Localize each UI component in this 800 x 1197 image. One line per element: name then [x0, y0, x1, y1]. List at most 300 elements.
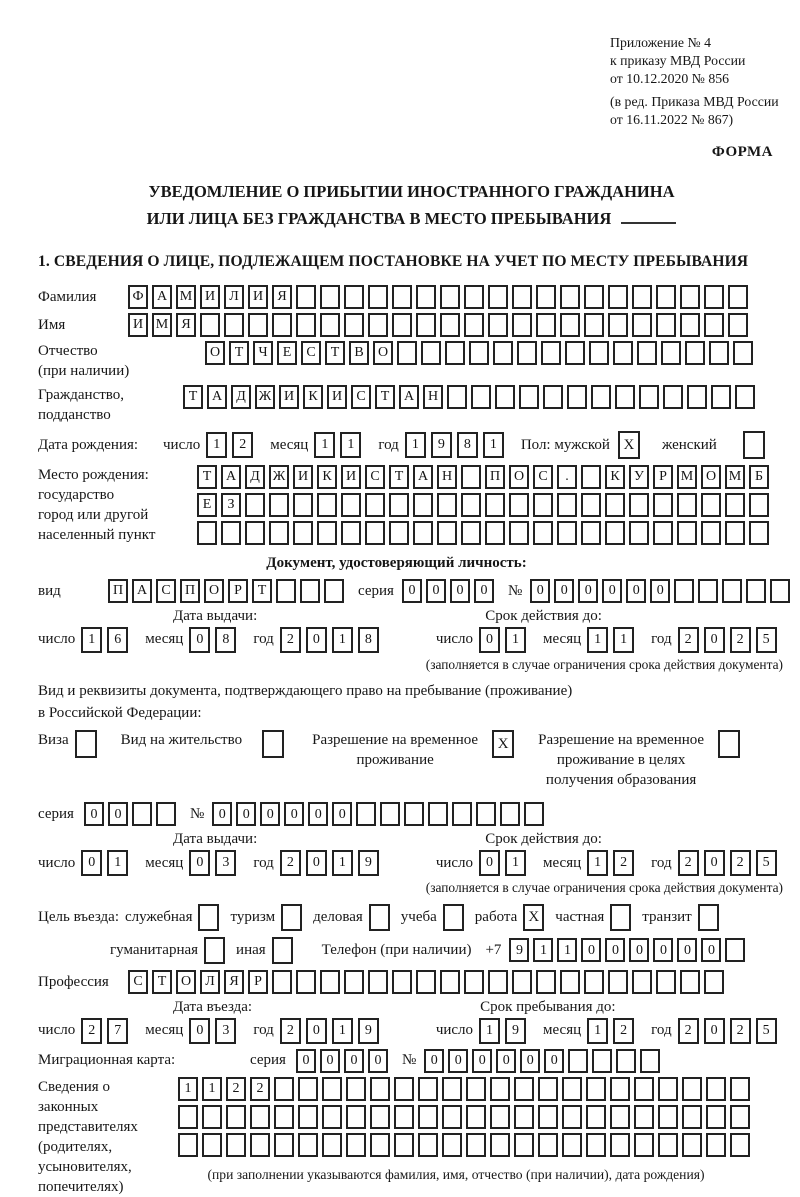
year-box[interactable]: 2 [730, 627, 751, 653]
year-box[interactable]: 1 [332, 627, 353, 653]
char-box[interactable]: Д [245, 465, 265, 489]
char-box[interactable]: 0 [308, 802, 328, 826]
char-box[interactable] [440, 285, 460, 309]
day-box[interactable]: 2 [81, 1018, 102, 1044]
char-box[interactable]: 0 [212, 802, 232, 826]
char-box[interactable]: 0 [296, 1049, 316, 1073]
char-box[interactable] [680, 313, 700, 337]
char-box[interactable]: Т [197, 465, 217, 489]
char-box[interactable] [341, 521, 361, 545]
char-box[interactable]: И [200, 285, 220, 309]
month-box[interactable]: 1 [340, 432, 361, 458]
char-box[interactable]: Я [272, 285, 292, 309]
char-box[interactable] [365, 521, 385, 545]
char-box[interactable] [514, 1105, 534, 1129]
day-box[interactable]: 9 [505, 1018, 526, 1044]
char-box[interactable] [674, 579, 694, 603]
char-box[interactable] [749, 493, 769, 517]
char-box[interactable] [581, 493, 601, 517]
char-box[interactable]: Л [224, 285, 244, 309]
char-box[interactable] [471, 385, 491, 409]
char-box[interactable] [298, 1105, 318, 1129]
char-box[interactable]: 0 [368, 1049, 388, 1073]
year-box[interactable]: 0 [306, 627, 327, 653]
char-box[interactable] [440, 313, 460, 337]
day-box[interactable]: 1 [505, 627, 526, 653]
char-box[interactable]: 0 [260, 802, 280, 826]
month-box[interactable]: 1 [587, 850, 608, 876]
char-box[interactable]: 0 [701, 938, 721, 962]
char-box[interactable] [584, 970, 604, 994]
day-box[interactable]: 2 [232, 432, 253, 458]
char-box[interactable] [293, 521, 313, 545]
year-box[interactable]: 2 [678, 1018, 699, 1044]
char-box[interactable] [629, 521, 649, 545]
char-box[interactable]: С [128, 970, 148, 994]
char-box[interactable] [488, 313, 508, 337]
char-box[interactable] [485, 521, 505, 545]
char-box[interactable] [493, 341, 513, 365]
char-box[interactable] [608, 285, 628, 309]
checkbox-sex-male[interactable]: X [618, 431, 640, 459]
char-box[interactable] [469, 341, 489, 365]
char-box[interactable]: С [351, 385, 371, 409]
year-box[interactable]: 1 [483, 432, 504, 458]
char-box[interactable]: 0 [520, 1049, 540, 1073]
char-box[interactable]: Т [252, 579, 272, 603]
char-box[interactable]: 0 [424, 1049, 444, 1073]
checkbox-purpose-private[interactable] [610, 904, 631, 931]
char-box[interactable]: 0 [496, 1049, 516, 1073]
checkbox-visa[interactable] [75, 730, 97, 758]
char-box[interactable] [725, 938, 745, 962]
char-box[interactable] [632, 285, 652, 309]
char-box[interactable] [701, 493, 721, 517]
checkbox-purpose-other[interactable] [272, 937, 293, 964]
char-box[interactable] [250, 1133, 270, 1157]
char-box[interactable] [226, 1105, 246, 1129]
char-box[interactable] [394, 1105, 414, 1129]
month-box[interactable]: 2 [613, 1018, 634, 1044]
char-box[interactable] [276, 579, 296, 603]
char-box[interactable]: О [373, 341, 393, 365]
char-box[interactable]: А [413, 465, 433, 489]
char-box[interactable] [653, 493, 673, 517]
char-box[interactable] [610, 1133, 630, 1157]
char-box[interactable] [413, 521, 433, 545]
char-box[interactable] [490, 1077, 510, 1101]
char-box[interactable]: М [152, 313, 172, 337]
char-box[interactable] [653, 521, 673, 545]
char-box[interactable] [466, 1105, 486, 1129]
char-box[interactable] [524, 802, 544, 826]
month-box[interactable]: 1 [587, 627, 608, 653]
char-box[interactable] [447, 385, 467, 409]
char-box[interactable] [370, 1077, 390, 1101]
day-box[interactable]: 1 [479, 1018, 500, 1044]
month-box[interactable]: 3 [215, 1018, 236, 1044]
char-box[interactable]: В [349, 341, 369, 365]
year-box[interactable]: 5 [756, 627, 777, 653]
char-box[interactable] [536, 970, 556, 994]
char-box[interactable] [346, 1133, 366, 1157]
char-box[interactable]: А [207, 385, 227, 409]
char-box[interactable] [615, 385, 635, 409]
char-box[interactable]: 0 [426, 579, 446, 603]
char-box[interactable] [514, 1133, 534, 1157]
char-box[interactable] [682, 1133, 702, 1157]
char-box[interactable] [416, 970, 436, 994]
char-box[interactable] [296, 313, 316, 337]
char-box[interactable]: С [301, 341, 321, 365]
char-box[interactable]: 0 [629, 938, 649, 962]
char-box[interactable] [442, 1077, 462, 1101]
checkbox-temp-residence[interactable]: X [492, 730, 514, 758]
char-box[interactable] [317, 493, 337, 517]
char-box[interactable] [586, 1133, 606, 1157]
char-box[interactable] [560, 313, 580, 337]
char-box[interactable] [464, 313, 484, 337]
char-box[interactable] [500, 802, 520, 826]
char-box[interactable]: 0 [344, 1049, 364, 1073]
char-box[interactable] [538, 1133, 558, 1157]
char-box[interactable]: Р [228, 579, 248, 603]
char-box[interactable] [730, 1105, 750, 1129]
char-box[interactable] [476, 802, 496, 826]
char-box[interactable]: А [132, 579, 152, 603]
char-box[interactable] [464, 970, 484, 994]
char-box[interactable]: 0 [602, 579, 622, 603]
char-box[interactable] [677, 493, 697, 517]
char-box[interactable] [437, 493, 457, 517]
char-box[interactable]: Ж [255, 385, 275, 409]
char-box[interactable] [538, 1105, 558, 1129]
char-box[interactable] [365, 493, 385, 517]
char-box[interactable] [658, 1077, 678, 1101]
char-box[interactable] [461, 493, 481, 517]
char-box[interactable]: 0 [450, 579, 470, 603]
char-box[interactable] [488, 285, 508, 309]
char-box[interactable] [637, 341, 657, 365]
char-box[interactable] [341, 493, 361, 517]
char-box[interactable]: 0 [284, 802, 304, 826]
char-box[interactable] [517, 341, 537, 365]
month-box[interactable]: 1 [314, 432, 335, 458]
char-box[interactable] [605, 493, 625, 517]
char-box[interactable] [368, 285, 388, 309]
char-box[interactable] [445, 341, 465, 365]
char-box[interactable]: Д [231, 385, 251, 409]
char-box[interactable] [730, 1077, 750, 1101]
char-box[interactable]: 0 [650, 579, 670, 603]
day-box[interactable]: 7 [107, 1018, 128, 1044]
char-box[interactable] [317, 521, 337, 545]
char-box[interactable] [512, 285, 532, 309]
char-box[interactable] [132, 802, 152, 826]
char-box[interactable]: С [533, 465, 553, 489]
char-box[interactable] [296, 285, 316, 309]
char-box[interactable] [722, 579, 742, 603]
year-box[interactable]: 2 [280, 1018, 301, 1044]
char-box[interactable]: Т [152, 970, 172, 994]
char-box[interactable] [733, 341, 753, 365]
char-box[interactable] [245, 521, 265, 545]
char-box[interactable]: Т [229, 341, 249, 365]
char-box[interactable] [634, 1105, 654, 1129]
char-box[interactable] [418, 1133, 438, 1157]
char-box[interactable]: А [221, 465, 241, 489]
char-box[interactable] [404, 802, 424, 826]
year-box[interactable]: 0 [306, 1018, 327, 1044]
char-box[interactable] [200, 313, 220, 337]
char-box[interactable] [509, 521, 529, 545]
year-box[interactable]: 2 [678, 627, 699, 653]
char-box[interactable] [677, 521, 697, 545]
char-box[interactable]: 0 [581, 938, 601, 962]
char-box[interactable]: Т [325, 341, 345, 365]
day-box[interactable]: 1 [107, 850, 128, 876]
char-box[interactable] [704, 313, 724, 337]
char-box[interactable] [533, 493, 553, 517]
checkbox-purpose-work[interactable]: X [523, 904, 544, 931]
char-box[interactable]: Т [389, 465, 409, 489]
char-box[interactable] [356, 802, 376, 826]
year-box[interactable]: 0 [306, 850, 327, 876]
char-box[interactable] [416, 313, 436, 337]
char-box[interactable]: 0 [236, 802, 256, 826]
year-box[interactable]: 8 [457, 432, 478, 458]
char-box[interactable] [514, 1077, 534, 1101]
char-box[interactable] [322, 1133, 342, 1157]
char-box[interactable]: 0 [108, 802, 128, 826]
year-box[interactable]: 0 [704, 627, 725, 653]
char-box[interactable] [728, 285, 748, 309]
char-box[interactable] [663, 385, 683, 409]
char-box[interactable]: М [677, 465, 697, 489]
char-box[interactable] [581, 521, 601, 545]
char-box[interactable] [698, 579, 718, 603]
char-box[interactable] [640, 1049, 660, 1073]
day-box[interactable]: 0 [81, 850, 102, 876]
char-box[interactable] [533, 521, 553, 545]
char-box[interactable] [274, 1105, 294, 1129]
char-box[interactable] [269, 493, 289, 517]
char-box[interactable] [293, 493, 313, 517]
year-box[interactable]: 2 [280, 850, 301, 876]
checkbox-purpose-humanitarian[interactable] [204, 937, 225, 964]
checkbox-sex-female[interactable] [743, 431, 765, 459]
char-box[interactable] [320, 313, 340, 337]
char-box[interactable] [464, 285, 484, 309]
char-box[interactable]: К [317, 465, 337, 489]
char-box[interactable]: И [341, 465, 361, 489]
char-box[interactable]: И [128, 313, 148, 337]
year-box[interactable]: 9 [431, 432, 452, 458]
char-box[interactable] [639, 385, 659, 409]
char-box[interactable] [543, 385, 563, 409]
char-box[interactable] [322, 1077, 342, 1101]
char-box[interactable] [248, 313, 268, 337]
char-box[interactable] [656, 970, 676, 994]
char-box[interactable]: П [108, 579, 128, 603]
char-box[interactable] [725, 493, 745, 517]
char-box[interactable]: 0 [653, 938, 673, 962]
char-box[interactable] [392, 285, 412, 309]
month-box[interactable]: 1 [613, 627, 634, 653]
char-box[interactable] [591, 385, 611, 409]
char-box[interactable] [344, 285, 364, 309]
year-box[interactable]: 0 [704, 850, 725, 876]
year-box[interactable]: 9 [358, 1018, 379, 1044]
month-box[interactable]: 0 [189, 850, 210, 876]
char-box[interactable] [495, 385, 515, 409]
char-box[interactable]: 0 [554, 579, 574, 603]
char-box[interactable] [221, 521, 241, 545]
char-box[interactable] [562, 1105, 582, 1129]
char-box[interactable] [512, 970, 532, 994]
char-box[interactable] [735, 385, 755, 409]
char-box[interactable] [634, 1133, 654, 1157]
char-box[interactable] [178, 1105, 198, 1129]
year-box[interactable]: 5 [756, 850, 777, 876]
char-box[interactable]: 0 [530, 579, 550, 603]
char-box[interactable] [536, 285, 556, 309]
char-box[interactable] [440, 970, 460, 994]
char-box[interactable]: 0 [472, 1049, 492, 1073]
checkbox-purpose-transit[interactable] [698, 904, 719, 931]
char-box[interactable] [389, 521, 409, 545]
char-box[interactable] [725, 521, 745, 545]
char-box[interactable] [687, 385, 707, 409]
char-box[interactable] [421, 341, 441, 365]
char-box[interactable] [592, 1049, 612, 1073]
char-box[interactable] [437, 521, 457, 545]
char-box[interactable]: 0 [578, 579, 598, 603]
char-box[interactable] [658, 1133, 678, 1157]
char-box[interactable]: О [204, 579, 224, 603]
char-box[interactable] [680, 970, 700, 994]
checkbox-temp-residence-education[interactable] [718, 730, 740, 758]
char-box[interactable] [706, 1077, 726, 1101]
char-box[interactable] [584, 313, 604, 337]
char-box[interactable] [394, 1133, 414, 1157]
char-box[interactable] [565, 341, 585, 365]
char-box[interactable] [224, 313, 244, 337]
char-box[interactable] [749, 521, 769, 545]
char-box[interactable]: А [152, 285, 172, 309]
char-box[interactable]: 0 [332, 802, 352, 826]
char-box[interactable]: О [176, 970, 196, 994]
char-box[interactable]: Р [248, 970, 268, 994]
char-box[interactable] [416, 285, 436, 309]
char-box[interactable]: Р [653, 465, 673, 489]
char-box[interactable] [567, 385, 587, 409]
char-box[interactable] [536, 313, 556, 337]
char-box[interactable]: К [605, 465, 625, 489]
char-box[interactable]: О [205, 341, 225, 365]
char-box[interactable]: 0 [544, 1049, 564, 1073]
char-box[interactable] [490, 1133, 510, 1157]
char-box[interactable]: Ч [253, 341, 273, 365]
char-box[interactable] [392, 970, 412, 994]
year-box[interactable]: 9 [358, 850, 379, 876]
day-box[interactable]: 6 [107, 627, 128, 653]
char-box[interactable] [560, 285, 580, 309]
char-box[interactable] [370, 1105, 390, 1129]
year-box[interactable]: 5 [756, 1018, 777, 1044]
char-box[interactable]: З [221, 493, 241, 517]
char-box[interactable] [680, 285, 700, 309]
day-box[interactable]: 1 [206, 432, 227, 458]
month-box[interactable]: 0 [189, 1018, 210, 1044]
year-box[interactable]: 2 [280, 627, 301, 653]
char-box[interactable]: М [176, 285, 196, 309]
char-box[interactable]: Б [749, 465, 769, 489]
char-box[interactable] [728, 313, 748, 337]
char-box[interactable] [413, 493, 433, 517]
char-box[interactable] [156, 802, 176, 826]
char-box[interactable] [226, 1133, 246, 1157]
checkbox-residence-permit[interactable] [262, 730, 284, 758]
char-box[interactable] [320, 970, 340, 994]
char-box[interactable]: 1 [557, 938, 577, 962]
char-box[interactable]: И [327, 385, 347, 409]
char-box[interactable] [586, 1077, 606, 1101]
char-box[interactable]: 0 [448, 1049, 468, 1073]
char-box[interactable] [322, 1105, 342, 1129]
month-box[interactable]: 0 [189, 627, 210, 653]
char-box[interactable] [632, 313, 652, 337]
char-box[interactable]: 0 [626, 579, 646, 603]
char-box[interactable]: Ф [128, 285, 148, 309]
char-box[interactable] [632, 970, 652, 994]
char-box[interactable] [418, 1077, 438, 1101]
char-box[interactable] [589, 341, 609, 365]
char-box[interactable] [701, 521, 721, 545]
char-box[interactable] [704, 970, 724, 994]
char-box[interactable] [394, 1077, 414, 1101]
char-box[interactable]: 0 [605, 938, 625, 962]
char-box[interactable]: Я [224, 970, 244, 994]
char-box[interactable] [197, 521, 217, 545]
char-box[interactable]: Е [197, 493, 217, 517]
char-box[interactable] [346, 1077, 366, 1101]
year-box[interactable]: 2 [678, 850, 699, 876]
char-box[interactable] [661, 341, 681, 365]
day-box[interactable]: 1 [505, 850, 526, 876]
char-box[interactable] [392, 313, 412, 337]
char-box[interactable] [656, 313, 676, 337]
char-box[interactable] [560, 970, 580, 994]
char-box[interactable] [466, 1077, 486, 1101]
year-box[interactable]: 0 [704, 1018, 725, 1044]
day-box[interactable]: 0 [479, 627, 500, 653]
char-box[interactable] [634, 1077, 654, 1101]
char-box[interactable]: И [279, 385, 299, 409]
month-box[interactable]: 2 [613, 850, 634, 876]
char-box[interactable] [397, 341, 417, 365]
char-box[interactable] [568, 1049, 588, 1073]
char-box[interactable] [272, 313, 292, 337]
checkbox-purpose-tourism[interactable] [281, 904, 302, 931]
char-box[interactable] [346, 1105, 366, 1129]
char-box[interactable] [324, 579, 344, 603]
char-box[interactable] [562, 1133, 582, 1157]
char-box[interactable] [557, 521, 577, 545]
char-box[interactable] [658, 1105, 678, 1129]
year-box[interactable]: 1 [332, 850, 353, 876]
char-box[interactable] [685, 341, 705, 365]
